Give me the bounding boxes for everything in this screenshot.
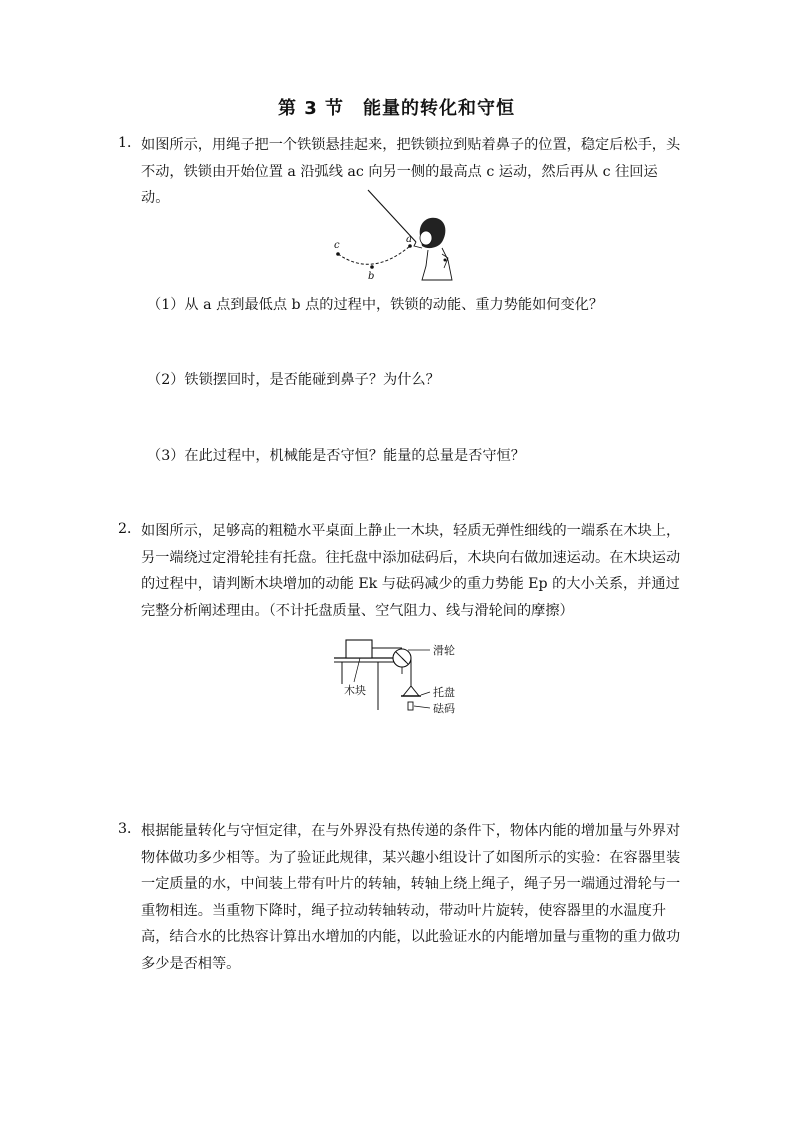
label-b: b: [368, 271, 375, 282]
label-c: c: [334, 240, 340, 251]
label-weight: 砝码: [433, 702, 455, 715]
label-block: 木块: [344, 684, 366, 697]
question-1-number: 1．: [118, 135, 142, 151]
pendulum-diagram-icon: [330, 188, 470, 288]
label-pulley: 滑轮: [433, 644, 455, 657]
label-a: a: [406, 234, 412, 245]
question-1-sub-2: （2）铁锁摆回时，是否能碰到鼻子？为什么？: [147, 372, 440, 388]
page-title: 第 3 节 能量的转化和守恒: [277, 98, 516, 119]
label-tray: 托盘: [433, 686, 455, 699]
question-3-number: 3．: [118, 821, 142, 837]
question-1-sub-3: （3）在此过程中，机械能是否守恒？能量的总量是否守恒？: [147, 448, 525, 464]
question-1-text: 如图所示，用绳子把一个铁锁悬挂起来，把铁锁拉到贴着鼻子的位置，稳定后松手，头不动，铁锁由开始位置 a 沿弧线 ac 向另一侧的最高点 c 运动，然后再从 c 往回运动。: [141, 137, 681, 207]
question-2-text: 如图所示，足够高的粗糙水平桌面上静止一木块，轻质无弹性细线的一端系在木块上，另一端绕过定滑轮挂有托盘。往托盘中添加砝码后，木块向右做加速运动。在木块运动的过程中，请判断木块增加的动能 Ek 与砝码减少的重力势能 Ep 的大小关系，并通过完整分析阐述理由。（不计托盘质量、空气阻力、线与滑轮间的摩擦）: [141, 523, 681, 619]
question-1-sub-1: （1）从 a 点到最低点 b 点的过程中，铁锁的动能、重力势能如何变化？: [147, 297, 604, 313]
question-2-number: 2．: [118, 521, 142, 537]
question-3-text: 根据能量转化与守恒定律，在与外界没有热传递的条件下，物体内能的增加量与外界对物体做功多少相等。为了验证此规律，某兴趣小组设计了如图所示的实验：在容器里装一定质量的水，中间装上带有叶片的转轴，转轴上绕上绳子，绳子另一端通过滑轮与一重物相连。当重物下降时，绳子拉动转轴转动，带动叶片旋转，使容器里的水温度升高，结合水的比热容计算出水增加的内能，以此验证水的内能增加量与重物的重力做功多少是否相等。: [141, 823, 681, 972]
pulley-diagram-icon: [330, 634, 470, 714]
